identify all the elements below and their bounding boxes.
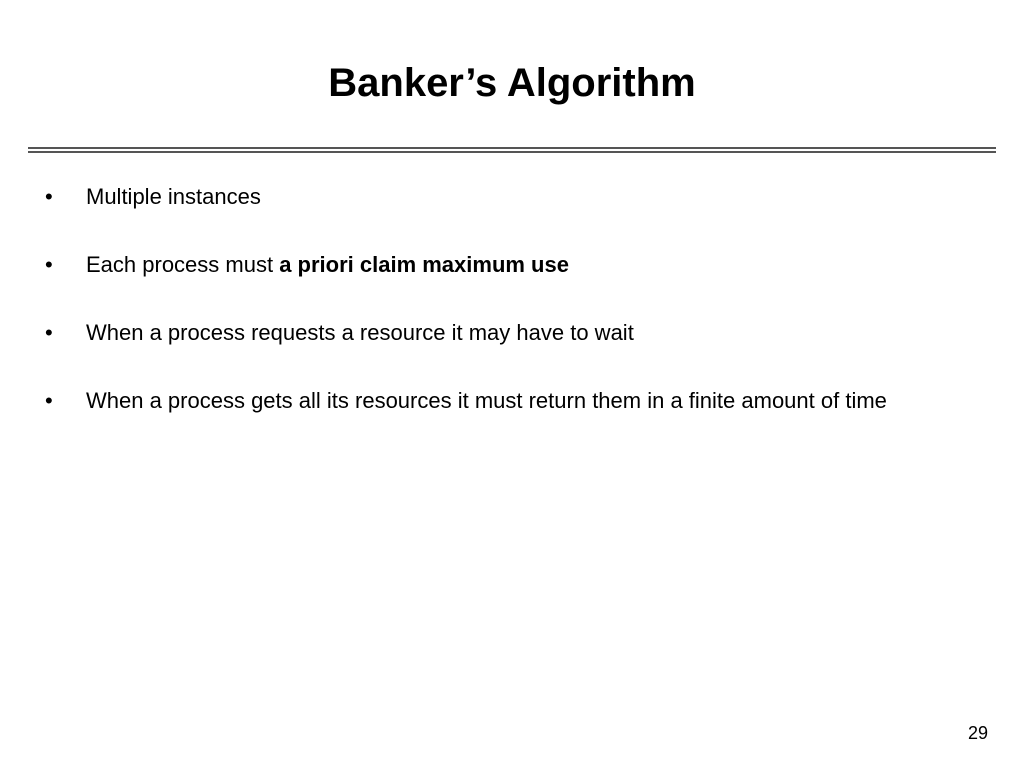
bullet-item bbox=[0, 181, 976, 212]
bullet-item bbox=[0, 249, 976, 280]
bullet-item bbox=[0, 317, 976, 348]
bullet-icon: • bbox=[45, 252, 53, 277]
slide-title: Banker’s Algorithm bbox=[328, 61, 696, 105]
bullet-text: When a process gets all its resources it must return them in a finite amount of time bbox=[86, 388, 887, 413]
bullet-bold-text: a priori claim maximum use bbox=[279, 252, 569, 277]
bullet-icon: • bbox=[45, 320, 53, 345]
bullet-item bbox=[0, 385, 976, 416]
title-divider-top bbox=[28, 147, 996, 149]
bullet-text: Multiple instances bbox=[86, 184, 261, 209]
bullet-icon: • bbox=[45, 388, 53, 413]
bullet-text: When a process requests a resource it may have to wait bbox=[86, 320, 634, 345]
page-number: 29 bbox=[967, 723, 988, 743]
bullet-icon: • bbox=[45, 184, 53, 209]
bullet-text: Each process must bbox=[86, 252, 280, 277]
title-divider-bottom bbox=[28, 151, 996, 153]
bullet-list bbox=[0, 181, 1024, 453]
